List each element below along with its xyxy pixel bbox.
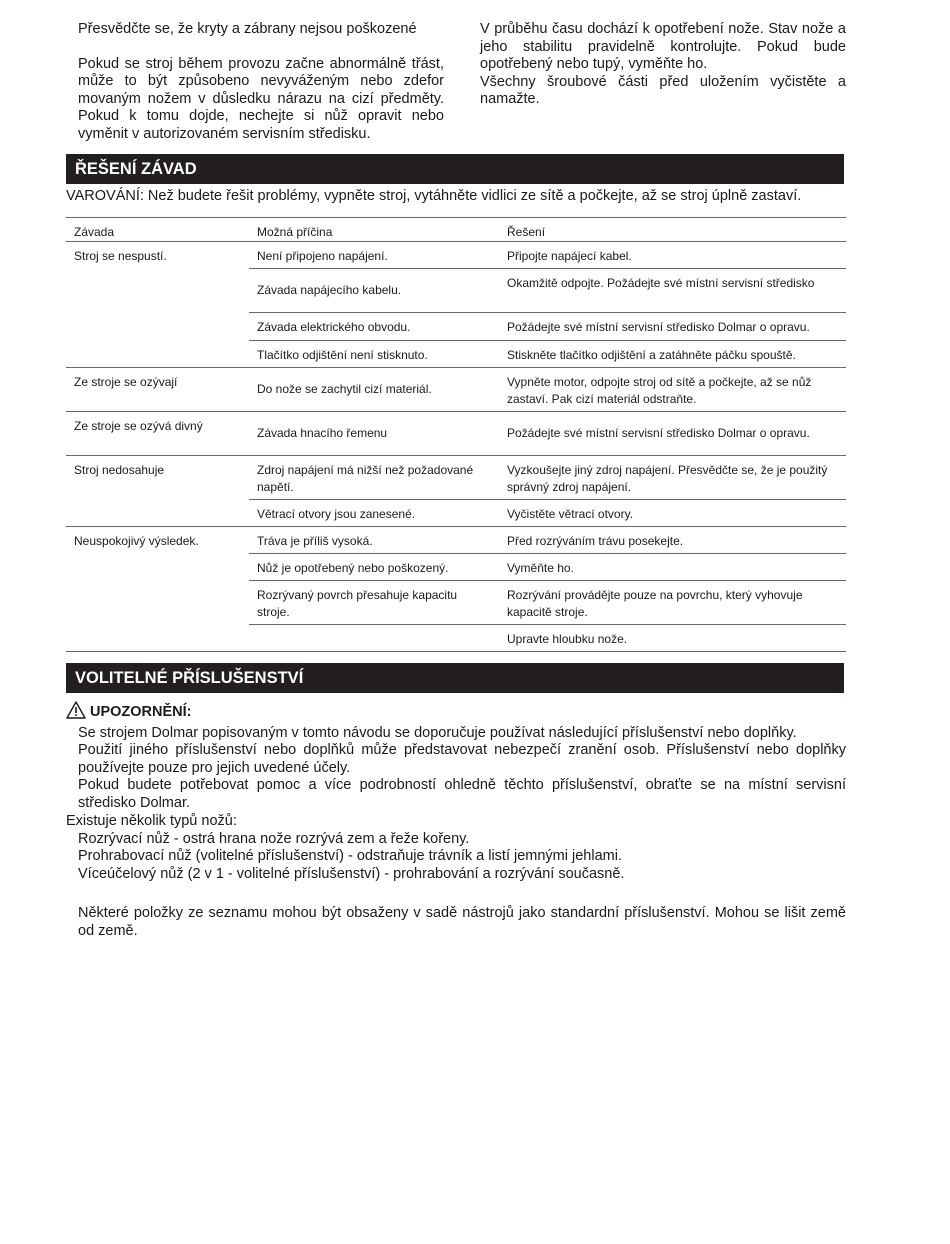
accessories-note-text: Některé položky ze seznamu mohou být obsaženy v sadě nástrojů jako standardní příslušenství. Mohou se lišit země od země.	[78, 905, 846, 939]
cause-cell: Závada elektrického obvodu.	[249, 313, 499, 341]
cause-cell: Nůž je opotřebený nebo poškozený.	[249, 554, 499, 581]
troubleshooting-warning: VAROVÁNÍ: Než budete řešit problémy, vypněte stroj, vytáhněte vidlici ze sítě a počkejte, až se stroj úplně zastaví.	[66, 188, 802, 204]
intro-right-paragraph: Všechny šroubové části před uložením vyčistěte a namažte.	[480, 73, 846, 107]
blade-types-block	[66, 813, 846, 883]
remedy-cell: Vyměňte ho.	[499, 554, 846, 581]
remedy-cell: Stiskněte tlačítko odjištění a zatáhněte páčku spouště.	[499, 341, 846, 368]
fault-cell: Neuspokojivý výsledek.	[66, 527, 249, 554]
table-row	[66, 412, 846, 456]
remedy-cell: Před rozrýváním trávu posekejte.	[499, 527, 846, 554]
remedy-cell: Požádejte své místní servisní středisko Dolmar o opravu.	[499, 313, 846, 341]
header-cause: Možná příčina	[249, 218, 499, 242]
accessories-heading: VOLITELNÉ PŘÍSLUŠENSTVÍ	[66, 663, 844, 693]
header-remedy: Řešení	[499, 218, 846, 242]
blade-type-item: Prohrabovací nůž (volitelné příslušenství) - odstraňuje trávník a listí jemnými jehlami.	[78, 848, 622, 864]
table-row	[66, 269, 846, 313]
intro-right-paragraph: V průběhu času dochází k opotřebení nože. Stav nože a jeho stabilitu pravidelně kontrolujte. Pokud bude opotřebený nebo tupý, vyměňte ho.	[480, 21, 846, 72]
warning-triangle-icon	[66, 701, 86, 725]
intro-left-column	[78, 21, 444, 143]
cause-cell: Není připojeno napájení.	[249, 242, 499, 269]
remedy-cell: Rozrývání provádějte pouze na povrchu, který vyhovuje kapacitě stroje.	[499, 581, 846, 625]
caution-title	[66, 701, 846, 725]
troubleshooting-heading: ŘEŠENÍ ZÁVAD	[66, 154, 844, 184]
accessories-note	[78, 905, 846, 940]
fault-cell	[66, 269, 249, 313]
caution-paragraph: Pokud budete potřebovat pomoc a více podrobností ohledně těchto příslušenství, obraťte se na místní servisní středisko Dolmar.	[78, 777, 846, 811]
table-row	[66, 581, 846, 625]
table-row	[66, 341, 846, 368]
fault-cell	[66, 625, 249, 652]
fault-cell	[66, 554, 249, 581]
cause-cell: Zdroj napájení má nižší než požadované napětí.	[249, 456, 499, 500]
cause-cell: Tráva je příliš vysoká.	[249, 527, 499, 554]
cause-cell	[249, 625, 499, 652]
header-fault: Závada	[66, 218, 249, 242]
cause-cell: Závada hnacího řemenu	[249, 412, 499, 456]
intro-left-paragraph: Pokud se stroj během provozu začne abnormálně třást, může to být způsobeno nevyváženým nebo zdefor movaným nožem v důsledku nárazu na cizí předměty. Pokud k tomu dojde, nechejte si nůž opravit nebo vyměnit v autorizovaném servisním středisku.	[78, 55, 444, 142]
troubleshooting-table	[66, 217, 846, 652]
table-row	[66, 625, 846, 652]
remedy-cell: Vyčistěte větrací otvory.	[499, 500, 846, 527]
caution-paragraph: Se strojem Dolmar popisovaným v tomto návodu se doporučuje používat následující příslušenství nebo doplňky.	[78, 724, 797, 741]
table-row	[66, 527, 846, 554]
cause-cell: Rozrývaný povrch přesahuje kapacitu stroje.	[249, 581, 499, 625]
cause-cell: Do nože se zachytil cizí materiál.	[249, 368, 499, 412]
cause-cell: Větrací otvory jsou zanesené.	[249, 500, 499, 527]
remedy-cell: Vyzkoušejte jiný zdroj napájení. Přesvědčte se, že je použitý správný zdroj napájení.	[499, 456, 846, 500]
blade-types-intro: Existuje několik typů nožů:	[66, 813, 237, 829]
blade-type-item: Rozrývací nůž - ostrá hrana nože rozrývá zem a řeže kořeny.	[78, 830, 470, 847]
table-header-row	[66, 218, 846, 242]
intro-left-paragraph: Přesvědčte se, že kryty a zábrany nejsou poškozené	[78, 21, 417, 37]
fault-cell: Ze stroje se ozývají	[66, 368, 249, 412]
remedy-cell: Okamžitě odpojte. Požádejte své místní servisní středisko	[499, 269, 846, 313]
fault-cell	[66, 313, 249, 341]
fault-cell: Ze stroje se ozývá divný	[66, 412, 249, 456]
table-row	[66, 500, 846, 527]
blade-type-item: Víceúčelový nůž (2 v 1 - volitelné příslušenství) - prohrabování a rozrývání současně.	[78, 865, 625, 882]
table-row	[66, 242, 846, 269]
remedy-cell: Upravte hloubku nože.	[499, 625, 846, 652]
fault-cell	[66, 500, 249, 527]
caution-paragraph: Použití jiného příslušenství nebo doplňků může představovat nebezpečí zranění osob. Příslušenství nebo doplňky používejte pouze pro jejich uvedené účely.	[78, 742, 846, 776]
table-row	[66, 554, 846, 581]
caution-label: UPOZORNĚNÍ:	[90, 704, 192, 720]
fault-cell: Stroj nedosahuje	[66, 456, 249, 500]
table-row	[66, 313, 846, 341]
caution-block	[66, 701, 846, 812]
remedy-cell: Vypněte motor, odpojte stroj od sítě a počkejte, až se nůž zastaví. Pak cizí materiál odstraňte.	[499, 368, 846, 412]
caution-text	[78, 725, 846, 813]
fault-cell	[66, 581, 249, 625]
table-row	[66, 368, 846, 412]
fault-cell: Stroj se nespustí.	[66, 242, 249, 269]
remedy-cell: Požádejte své místní servisní středisko Dolmar o opravu.	[499, 412, 846, 456]
table-row	[66, 456, 846, 500]
remedy-cell: Připojte napájecí kabel.	[499, 242, 846, 269]
cause-cell: Závada napájecího kabelu.	[249, 269, 499, 313]
cause-cell: Tlačítko odjištění není stisknuto.	[249, 341, 499, 368]
fault-cell	[66, 341, 249, 368]
intro-right-column	[480, 21, 846, 109]
